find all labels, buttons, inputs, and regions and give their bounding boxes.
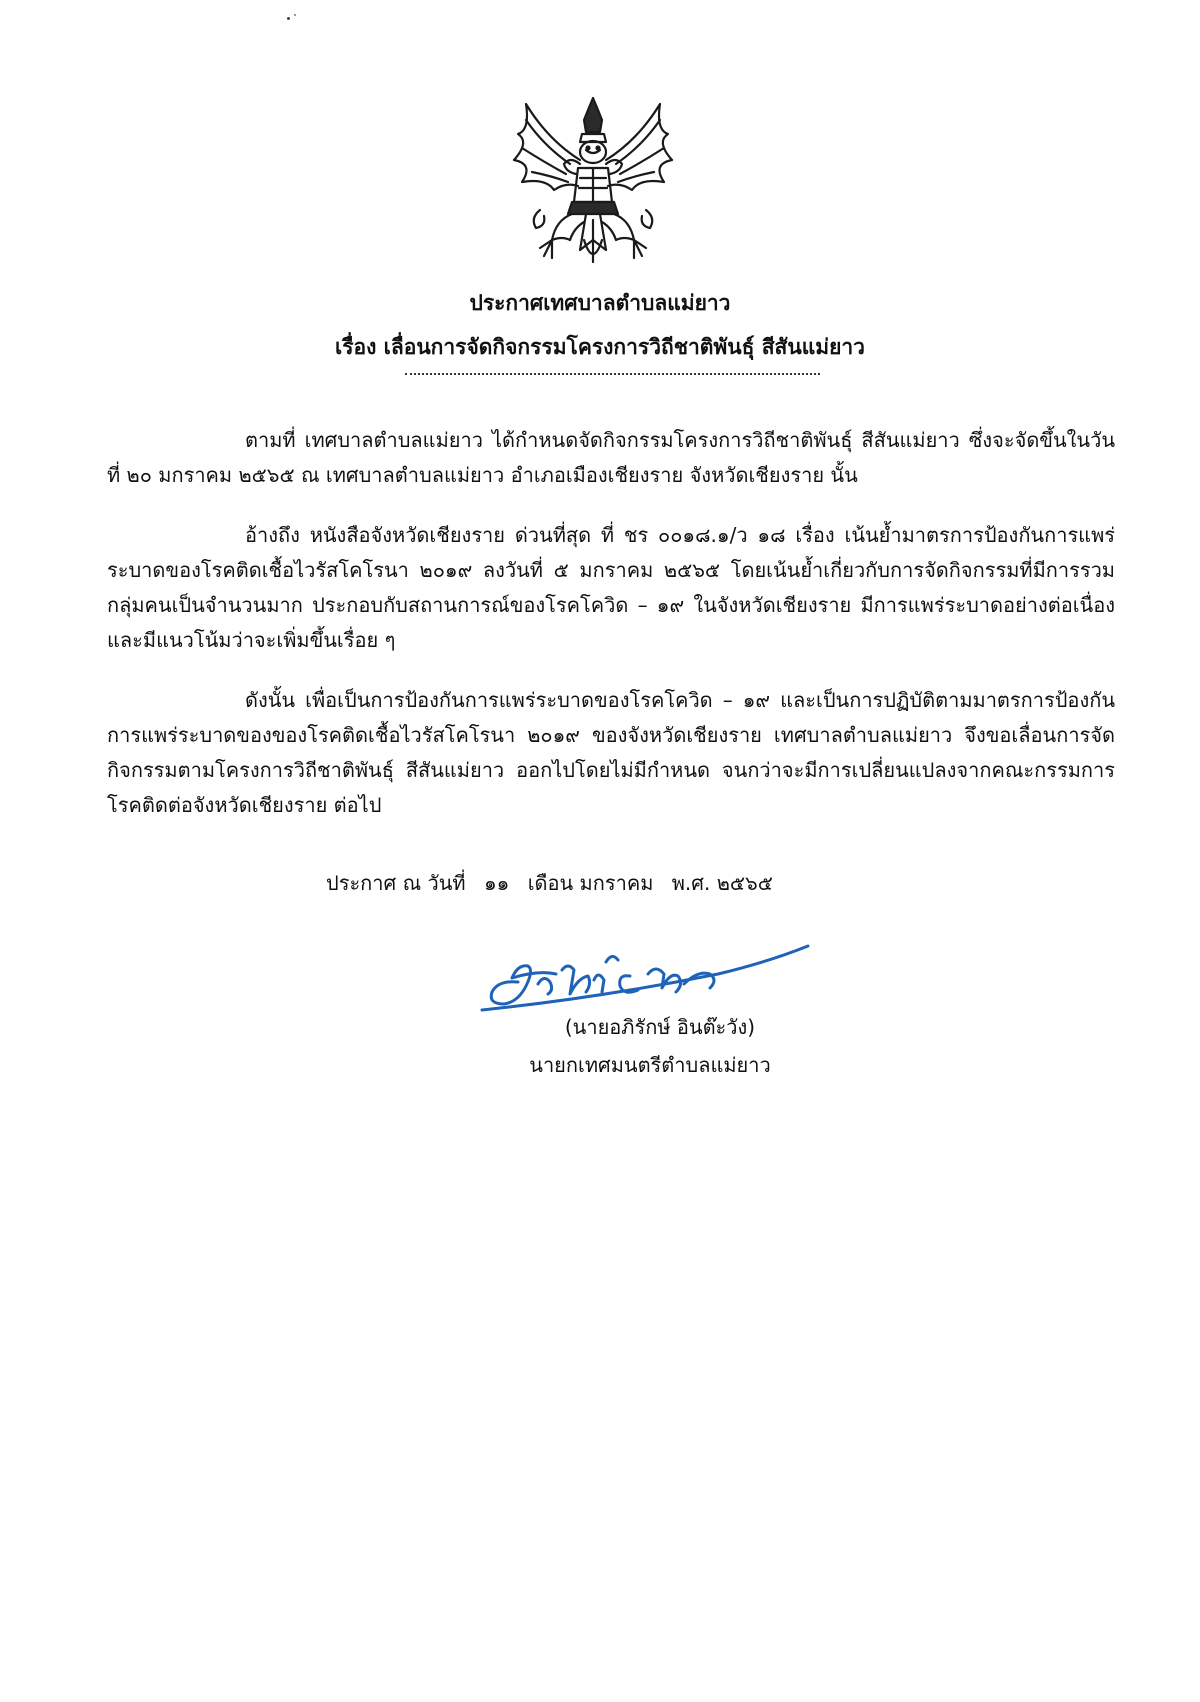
body-paragraph: อ้างถึง หนังสือจังหวัดเชียงราย ด่วนที่สุด ที่ ชร ๐๐๑๘.๑/ว ๑๘ เรื่อง เน้นย้ำมาตรการป้องกันการแพร่ระบาดของโรคติดเชื้อไวรัสโคโรนา ๒๐๑๙ ลงวันที่ ๕ มกราคม ๒๕๖๕ โดยเน้นย้ำเกี่ยวกับการจัดกิจกรรมที่มีการรวมกลุ่มคนเป็นจำนวนมาก ประกอบกับสถานการณ์ของโรคโควิด – ๑๙ ในจังหวัดเชียงราย มีการแพร่ระบาดอย่างต่อเนื่อง และมีแนวโน้มว่าจะเพิ่มขึ้นเรื่อย ๆ: [107, 523, 1115, 652]
dotted-divider: [405, 373, 820, 375]
announcement-title: ประกาศเทศบาลตำบลแม่ยาว: [469, 291, 731, 315]
body-paragraph: ตามที่ เทศบาลตำบลแม่ยาว ได้กำหนดจัดกิจกรรมโครงการวิถีชาติพันธุ์ สีสันแม่ยาว ซึ่งจะจัดขึ้นในวันที่ ๒๐ มกราคม ๒๕๖๕ ณ เทศบาลตำบลแม่ยาว อำเภอเมืองเชียงราย จังหวัดเชียงราย นั้น: [107, 428, 1115, 487]
announcement-date: [326, 868, 785, 898]
signer-name: (นายอภิรักษ์ อินต๊ะวัง): [564, 1015, 756, 1039]
announcement-date-year: พ.ศ. ๒๕๖๕: [671, 871, 773, 895]
announcement-date-month: เดือน มกราคม: [527, 871, 654, 895]
garuda-emblem-icon: [500, 90, 686, 272]
announcement-date-day: ๑๑: [483, 871, 510, 895]
scan-speck: [294, 14, 296, 16]
announcement-subject: เรื่อง เลื่อนการจัดกิจกรรมโครงการวิถีชาติพันธุ์ สีสันแม่ยาว: [335, 335, 865, 359]
body-paragraph: ดังนั้น เพื่อเป็นการป้องกันการแพร่ระบาดของโรคโควิด – ๑๙ และเป็นการปฏิบัติตามมาตรการป้องกันการแพร่ระบาดของของโรคติดเชื้อไวรัสโคโรนา ๒๐๑๙ ของจังหวัดเชียงราย เทศบาลตำบลแม่ยาว จึงขอเลื่อนการจัดกิจกรรมตามโครงการวิถีชาติพันธุ์ สีสันแม่ยาว ออกไปโดยไม่มีกำหนด จนกว่าจะมีการเปลี่ยนแปลงจากคณะกรรมการโรคติดต่อจังหวัดเชียงราย ต่อไป: [107, 688, 1115, 817]
signer-position: นายกเทศมนตรีตำบลแม่ยาว: [529, 1053, 771, 1077]
handwritten-signature: [478, 940, 848, 1020]
scan-speck: [287, 17, 290, 20]
announcement-date-prefix: ประกาศ ณ วันที่: [326, 871, 466, 895]
